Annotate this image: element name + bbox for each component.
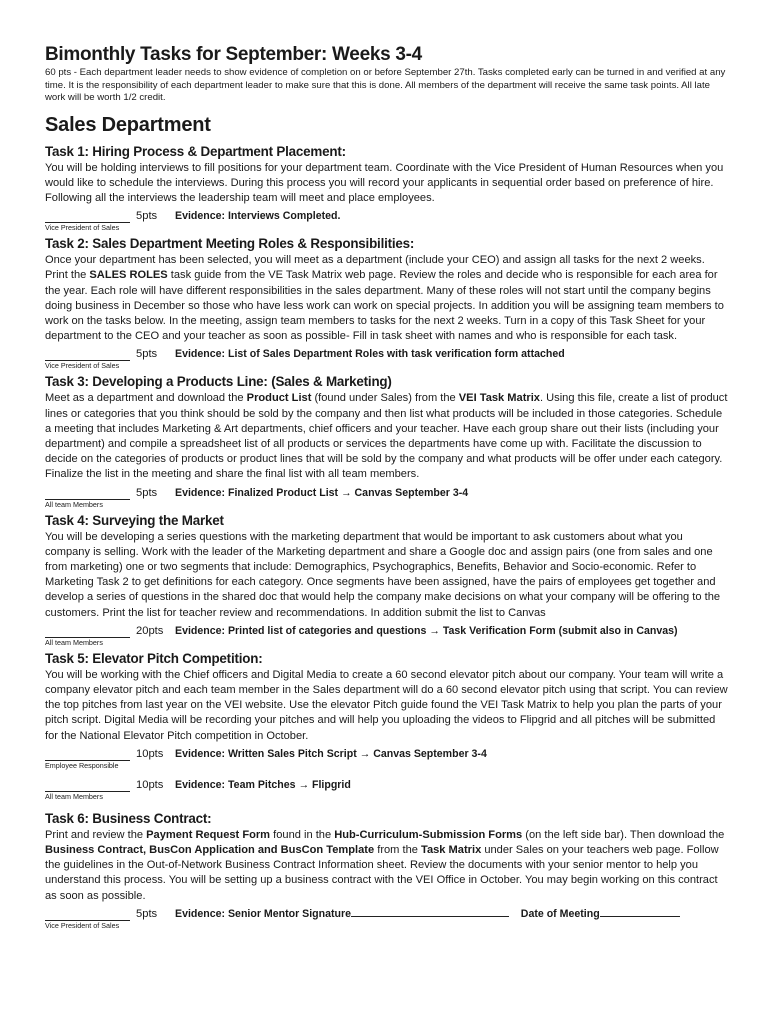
task-3-desc-part: (found under Sales) from the bbox=[311, 392, 459, 405]
task-6-points: 5pts bbox=[136, 907, 158, 920]
task-6-evidence bbox=[175, 905, 680, 921]
task-3-role: All team Members bbox=[45, 499, 103, 509]
task-6-desc-part: (on the left side bar). Then download the bbox=[522, 828, 725, 841]
task-3-desc-part: Meet as a department and download the bbox=[45, 392, 247, 405]
task-1-evidence: Evidence: Interviews Completed. bbox=[175, 210, 341, 223]
task-1-points: 5pts bbox=[136, 210, 158, 223]
task-1-description: You will be holding interviews to fill positions for your department team. Coordinate with the Vice President of Human Resources when you would like to schedule the interviews. During this process you will record your applicants in sequential order based on preference of hire. Following all the interviews the leadership team will meet and place employees. bbox=[45, 161, 724, 204]
senior-mentor-signature-label: Evidence: Senior Mentor Signature bbox=[175, 907, 352, 920]
task-4-evidence-row bbox=[45, 622, 729, 638]
task-4-evidence: Evidence: Printed list of categories and questions → Task Verification Form (submit also in Canvas) bbox=[175, 624, 678, 637]
task-1-title: Task 1: Hiring Process & Department Placement: bbox=[45, 143, 346, 159]
task-6-desc-bold: Hub-Curriculum-Submission Forms bbox=[334, 828, 523, 841]
task-6-desc-part: under Sales on your teachers web page. Follow the guidelines in the Out-of-Network Business Contract Information sheet. Review the documents with your senior mentor to help you understand this process. You will be setting up a business contract with the VEI Office in October. You may begin working on this contract as soon as possible. bbox=[45, 843, 719, 902]
task-5-evidence: Evidence: Written Sales Pitch Script → Canvas September 3-4 bbox=[175, 747, 487, 760]
task-4 bbox=[45, 512, 729, 647]
signature-line[interactable] bbox=[45, 486, 130, 500]
signature-line[interactable] bbox=[45, 907, 130, 921]
signature-line[interactable] bbox=[45, 778, 130, 792]
task-5-title: Task 5: Elevator Pitch Competition: bbox=[45, 650, 263, 666]
task-2 bbox=[45, 235, 729, 370]
task-2-desc-bold: SALES ROLES bbox=[89, 269, 168, 282]
task-6-desc-part: from the bbox=[374, 843, 422, 856]
task-3-evidence-row bbox=[45, 484, 729, 500]
signature-line[interactable] bbox=[45, 624, 130, 638]
task-2-desc-part: task guide from the VE Task Matrix web page. Review the roles and decide who is responsible for each area for the year. Each role will have different responsibilities in the sales department. Many of these roles will not start until the company begins doing business in December so those who have less work can work on special projects. In addition you will be assigning team members to work on the tasks below. In the meeting, assign team members to tasks for the next 2 weeks. Turn in a copy of this Task Sheet for your department to the CEO and your teacher as soon as possible- Fill in task sheet with names and who is responsible for each task. bbox=[45, 269, 724, 343]
task-4-description: You will be developing a series questions with the marketing department that would be important to ask customers about what you company is selling. Work with the leader of the Marketing department and share a Google doc and assign pairs (one from sales and one from marketing) one or two segments that include: Demographics, Psychographics, Benefits, Behavior and Socio-economic. Refer to Marketing Task 2 to get definitions for each category. Once segments have been assigned, have the pairs of employees get together and develop a series of questions in the shared doc that would help the company make decisions on what your company will be offering to the customers. Print the list for teacher review and recommendations. In addition submit the list to Canvas bbox=[45, 530, 721, 619]
task-5-points: 10pts bbox=[136, 747, 164, 760]
task-2-evidence-row bbox=[45, 345, 729, 361]
task-1 bbox=[45, 143, 729, 233]
page-title: Bimonthly Tasks for September: Weeks 3-4 bbox=[45, 44, 422, 65]
signature-line[interactable] bbox=[45, 747, 130, 761]
task-5-role: Employee Responsible bbox=[45, 760, 119, 770]
intro-paragraph: 60 pts - Each department leader needs to show evidence of completion on or before September 27th. Tasks completed early can be turned in and verified at any time. It is the responsibility of each department leader to make sure that this is done. All members of the department will receive the same task points. All late work will be worth 1/2 credit. bbox=[45, 67, 726, 103]
task-3-title: Task 3: Developing a Products Line: (Sales & Marketing) bbox=[45, 374, 392, 390]
signature-line[interactable] bbox=[45, 209, 130, 223]
task-5-evidence-row-2 bbox=[45, 776, 729, 792]
task-4-title: Task 4: Surveying the Market bbox=[45, 512, 224, 528]
task-4-points: 20pts bbox=[136, 624, 164, 637]
task-6-description bbox=[45, 828, 729, 904]
task-6-desc-part: Print and review the bbox=[45, 828, 147, 841]
task-2-title: Task 2: Sales Department Meeting Roles & Responsibilities: bbox=[45, 236, 415, 252]
task-2-desc-part: Once your department has been selected, you will meet as a department (include your CEO) and assign all tasks for the next 2 weeks. Print the bbox=[45, 254, 705, 282]
task-2-description bbox=[45, 253, 729, 344]
department-heading: Sales Department bbox=[45, 113, 211, 136]
task-6-desc-bold: Payment Request Form bbox=[146, 828, 271, 841]
task-4-role: All team Members bbox=[45, 637, 103, 647]
task-5-description: You will be working with the Chief officers and Digital Media to create a 60 second elevator pitch about our company. Your team will write a company elevator pitch and each team member in the Sales department will do a 60 second elevator pitch using that script. You can review the top pitches from last year on the VEI website. Use the elevator Pitch guide found the VEI Task Matrix to help you plan the parts of your pitch script. Digital Media will be recording your pitches and will help you uploading the videos to Flipgrid and all pitches will be submitted for the National Elevator Pitch competition in October. bbox=[45, 668, 728, 742]
meeting-date-blank[interactable] bbox=[600, 905, 680, 917]
task-3 bbox=[45, 373, 729, 508]
task-5-points-2: 10pts bbox=[136, 778, 164, 791]
task-3-desc-bold: VEI Task Matrix bbox=[458, 392, 540, 405]
task-sheet-page bbox=[45, 44, 729, 933]
task-6-desc-bold: Business Contract, BusCon Application and BusCon Template bbox=[45, 843, 375, 856]
signature-line[interactable] bbox=[45, 347, 130, 361]
task-3-desc-bold: Product List bbox=[246, 392, 312, 405]
task-5 bbox=[45, 650, 729, 801]
task-6-desc-part: found in the bbox=[270, 828, 335, 841]
task-6-desc-bold: Task Matrix bbox=[421, 843, 482, 856]
task-6-title: Task 6: Business Contract: bbox=[45, 810, 212, 826]
task-2-evidence: Evidence: List of Sales Department Roles with task verification form attached bbox=[175, 348, 565, 361]
task-2-points: 5pts bbox=[136, 348, 158, 361]
task-2-role: Vice President of Sales bbox=[45, 361, 120, 371]
task-5-evidence-row bbox=[45, 745, 729, 761]
task-1-role: Vice President of Sales bbox=[45, 223, 120, 233]
task-6-evidence-row bbox=[45, 905, 729, 921]
task-6-role: Vice President of Sales bbox=[45, 920, 120, 930]
task-5-role-2: All team Members bbox=[45, 791, 103, 801]
task-3-desc-part: . Using this file, create a list of product lines or categories that you think should be sold by the company and then list what products will be included in those categories. Schedule a meeting that includes Marketing & Art departments, chief officers and your teacher. Have each group share out their lists (including your department) and compile a spreadsheet list of all products or services the departments have come up with. Facilitate the discussion to decide on the categories of products or product lines that will be sold by the company and what products will be offer under each category. Finalize the list in the meeting and share the final list with all team members. bbox=[45, 392, 728, 481]
task-3-points: 5pts bbox=[136, 486, 158, 499]
mentor-signature-blank[interactable] bbox=[351, 905, 509, 917]
task-5-evidence-2: Evidence: Team Pitches → Flipgrid bbox=[175, 778, 351, 791]
date-of-meeting-label: Date of Meeting bbox=[520, 907, 600, 920]
task-1-evidence-row bbox=[45, 207, 729, 223]
task-6 bbox=[45, 810, 729, 930]
task-3-description bbox=[45, 391, 729, 482]
task-3-evidence: Evidence: Finalized Product List → Canvas September 3-4 bbox=[175, 486, 469, 499]
